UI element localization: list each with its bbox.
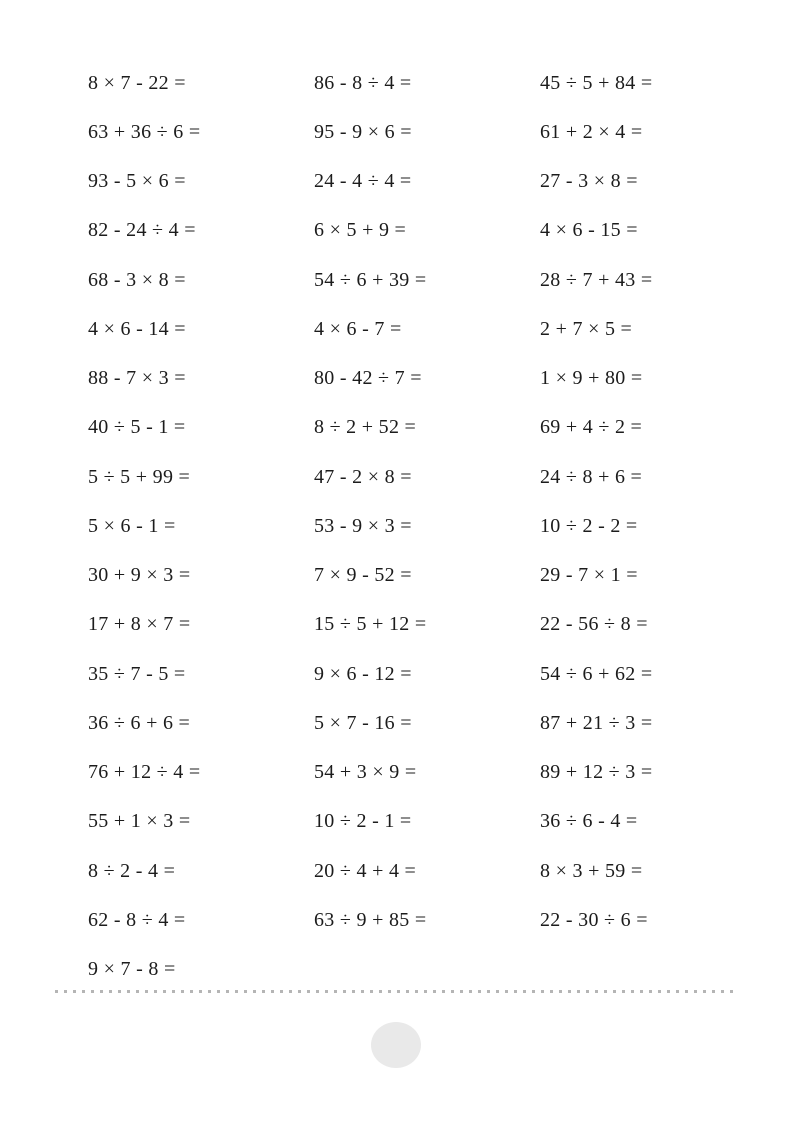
math-problem: 95 - 9 × 6 = (314, 120, 412, 143)
math-problem: 55 + 1 × 3 = (88, 810, 191, 833)
math-problem: 5 ÷ 5 + 99 = (88, 465, 191, 488)
math-problem: 80 - 42 ÷ 7 = (314, 367, 422, 390)
math-problem (314, 945, 540, 994)
math-problem: 88 - 7 × 3 = (88, 367, 186, 390)
math-problem: 30 + 9 × 3 = (88, 564, 191, 587)
math-problem: 8 ÷ 2 - 4 = (88, 859, 176, 882)
math-problem: 15 ÷ 5 + 12 = (314, 613, 427, 636)
math-problem: 76 + 12 ÷ 4 = (88, 761, 201, 784)
math-problem: 8 × 7 - 22 = (88, 71, 186, 94)
math-problem: 35 ÷ 7 - 5 = (88, 662, 186, 685)
math-problem: 36 ÷ 6 + 6 = (88, 711, 191, 734)
math-problem: 10 ÷ 2 - 2 = (540, 514, 638, 537)
math-problem: 4 × 6 - 15 = (540, 219, 638, 242)
math-problem: 24 - 4 ÷ 4 = (314, 170, 412, 193)
math-problem: 45 ÷ 5 + 84 = (540, 71, 653, 94)
math-problem: 82 - 24 ÷ 4 = (88, 219, 196, 242)
math-problem: 54 ÷ 6 + 62 = (540, 662, 653, 685)
math-problem: 20 ÷ 4 + 4 = (314, 859, 417, 882)
math-problem: 1 × 9 + 80 = (540, 367, 643, 390)
math-problem: 2 + 7 × 5 = (540, 317, 633, 340)
math-problem: 8 × 3 + 59 = (540, 859, 643, 882)
math-problem: 47 - 2 × 8 = (314, 465, 412, 488)
math-problem: 62 - 8 ÷ 4 = (88, 908, 186, 931)
math-problem: 36 ÷ 6 - 4 = (540, 810, 638, 833)
math-problem: 54 + 3 × 9 = (314, 761, 417, 784)
math-problem: 24 ÷ 8 + 6 = (540, 465, 643, 488)
math-problem: 28 ÷ 7 + 43 = (540, 268, 653, 291)
math-problem: 6 × 5 + 9 = (314, 219, 407, 242)
math-problem: 4 × 6 - 7 = (314, 317, 402, 340)
math-problem: 69 + 4 ÷ 2 = (540, 416, 643, 439)
math-problem: 93 - 5 × 6 = (88, 170, 186, 193)
problem-grid (88, 58, 766, 994)
math-problem (540, 945, 766, 994)
math-problem: 40 ÷ 5 - 1 = (88, 416, 186, 439)
math-problem: 9 × 7 - 8 = (88, 958, 176, 981)
math-problem: 17 + 8 × 7 = (88, 613, 191, 636)
math-problem: 27 - 3 × 8 = (540, 170, 638, 193)
math-problem: 5 × 6 - 1 = (88, 514, 176, 537)
math-problem: 87 + 21 ÷ 3 = (540, 711, 653, 734)
math-problem: 5 × 7 - 16 = (314, 711, 412, 734)
math-problem: 63 ÷ 9 + 85 = (314, 908, 427, 931)
math-problem: 8 ÷ 2 + 52 = (314, 416, 417, 439)
math-problem: 22 - 30 ÷ 6 = (540, 908, 648, 931)
math-problem: 63 + 36 ÷ 6 = (88, 120, 201, 143)
footer-oval (371, 1022, 421, 1068)
math-problem: 68 - 3 × 8 = (88, 268, 186, 291)
math-problem: 89 + 12 ÷ 3 = (540, 761, 653, 784)
math-problem: 86 - 8 ÷ 4 = (314, 71, 412, 94)
math-problem: 7 × 9 - 52 = (314, 564, 412, 587)
math-problem: 53 - 9 × 3 = (314, 514, 412, 537)
math-problem: 61 + 2 × 4 = (540, 120, 643, 143)
math-problem: 10 ÷ 2 - 1 = (314, 810, 412, 833)
math-problem: 22 - 56 ÷ 8 = (540, 613, 648, 636)
math-problem: 4 × 6 - 14 = (88, 317, 186, 340)
math-problem: 9 × 6 - 12 = (314, 662, 412, 685)
math-problem: 54 ÷ 6 + 39 = (314, 268, 427, 291)
dashed-cut-line (55, 990, 737, 993)
math-problem: 29 - 7 × 1 = (540, 564, 638, 587)
